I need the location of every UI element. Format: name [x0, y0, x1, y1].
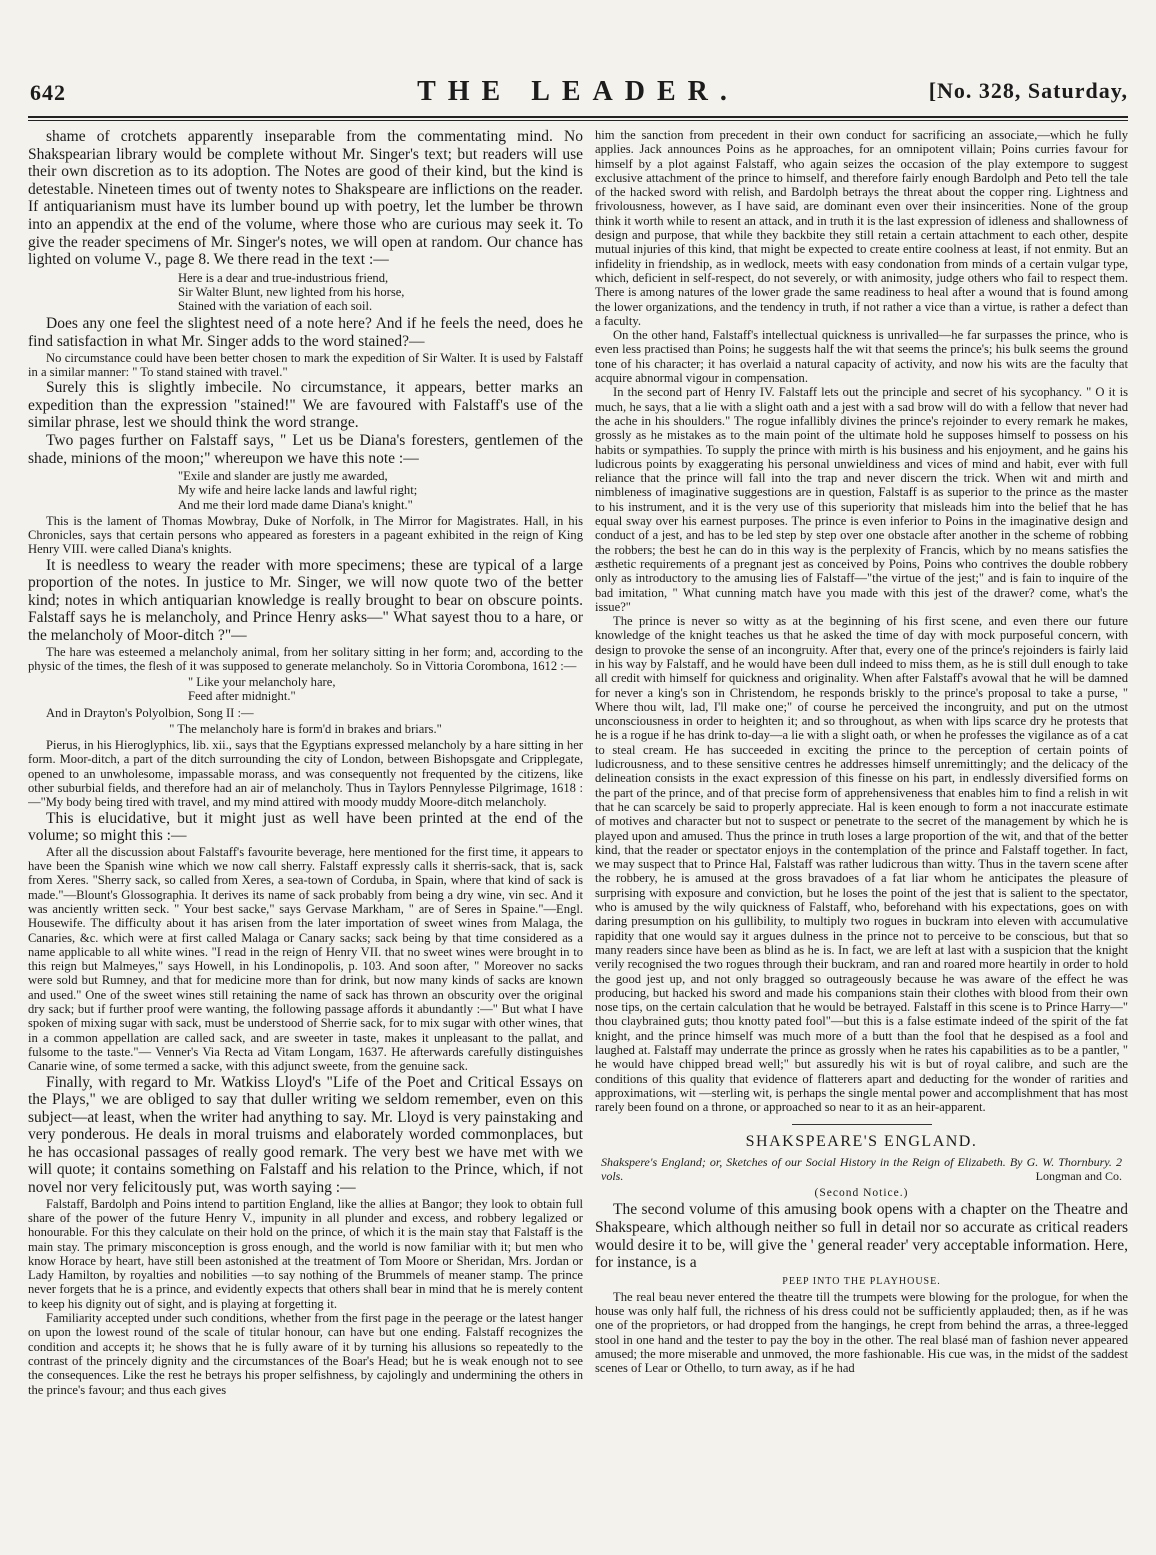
header-rule	[28, 116, 1128, 118]
notice-label: (Second Notice.)	[814, 1187, 909, 1200]
newspaper-page	[28, 76, 1128, 1536]
note: him the sanction from precedent in their own conduct for sacrificing an associate,—which he fully applies. Jack announces Poins as he approaches, for an omnipotent villain; Poins curries favour for himself by a plot against Falstaff, who again seizes the occasion of the play extempore to suggest exclusive attachment of the prince to himself, and therefore fairly enough Bardolph and Peto tell the tale of the hacked sword with relish, and Bardolph betrays the threat about the copper ring. Lightness and frivolousness, however, as I have said, are dominant even over their insincerities. None of the group think it worth while to resent an attack, and in truth it is the last expression of idleness and shallowness of design and purpose, that while they backbite they still retain a certain attachment to each other, despite mutual injuries of this kind, that might be expected to create entire coolness at least, if not enmity. But an infidelity in friendship, as in wedlock, meets with easy condonation from minds of a certain vulgar type, which, deficient in self-respect, do not severely, or with animosity, judge others who fail to respect them. There is among natures of the lower grade the same readiness to heal after a wound that is found among the lower organizations, and the tendency in truth, if not rather a vice than a virtue, is rather a defect than a faculty.	[595, 128, 1128, 328]
verse-line: "Exile and slander are justly me awarded,	[178, 469, 388, 484]
header-rule-thin	[28, 120, 1128, 121]
verse-quote	[28, 469, 583, 512]
paragraph: This is elucidative, but it might just as well have been printed at the end of the volume; so might this :—	[28, 809, 583, 845]
note: The prince is never so witty as at the beginning of his first scene, and even there our future knowledge of the knight teaches us that he asked the time of day with mock purposeful concern, with design to provoke the sense of an incongruity. After that, every one of the prince's rejoinders is fairly laid in his way by Falstaff, and he would have been dull indeed to miss them, as he is still dull enough to take all credit with himself for quickness and originality. When after Falstaff's avowal that he will be damned for never a king's son in Christendom, he responds briskly to the prince's proposal to take a purse, " Where thou wilt, lad, I'll make one;" of course he perceived the incongruity, and put on the utmost unconsciousness in order to heighten it; and so throughout, as when with lips scarce dry he protests that he is a rogue if he has drink to-day—a lie with a slight oath, or when he professes the vigilance as of a cat to steal cream. He has succeeded in exciting the prince to the perception of certain points of ludicrousness, and to these sensitive centres he addresses himself unremittingly; and the delicacy of the delineation consists in the exact expression of this finesse on his part, in endlessly diversified forms on the part of the prince, and of that precise form of apprehensiveness that enables him to find a relish in wit that he can scarcely be said to properly appreciate. Hal is keen enough to form a not inaccurate estimate of motives and character but not to suspect or penetrate to the secret of the management by which he is played upon and amused. Thus the prince in truth loses a large proportion of the wit, and that of the better kind, that the reader or spectator enjoys in the contemplation of the prince and Falstaff together. In fact, we may suspect that to Prince Hal, Falstaff was rather ludicrous than witty. Thus in the tavern scene after the robbery, he is amused at the gross bravadoes of a fat liar whom he anticipates the pleasure of surprising with exposure and conviction, but he loses the point of the jest that is salient to the spectator, who is amused by the wily quickness of Falstaff, who, beforehand with his expectations, goes on with daring presumption on his gullibility, to multiply two rogues in buckram into eleven with accumulative rapidity that one would say it argues dulness in the prince not to perceive to be conscious, but that so many readers since have been as blind as he is. In fact, we are left at last with a suspicion that the knight verily recognised the two rogues through their buckram, and ran and roared more heartily in order to hold the good jest up, and not only bragged so outrageously because he was aware of the effect he was producing, but hacked his sword and made his companions stain their clothes with blood from their own nose tips, on the certain calculation that he would be betrayed. Falstaff in this scene is to Prince Harry—" thou claybrained guts; thou knotty pated fool"—but this is a false estimate indeed of the spirit of the fat knight, and the prince himself was much more of a butt than the fool that he despised as a fool and laughed at. Falstaff may underrate the prince as grossly when he rates his capabilities as to be a pantler, " he would have chipped bread well;" but assuredly his wit is but of royal calibre, and such are the conditions of this quality that evidence of flatterers apart and deducting for the wonder of rarities and approximations, wit —sterling wit, is perhaps the single mental power and accomplishment that has most rarely been found on a throne, or approached so near to it as an heir-apparent.	[595, 614, 1128, 1115]
verse-quote	[28, 675, 583, 703]
note: This is the lament of Thomas Mowbray, Duke of Norfolk, in The Mirror for Magistrates. Hall, in his Chronicles, says that certain persons who appeared as foresters in a pageant exhibited in the reign of King Henry VIII. were called Diana's knights.	[28, 513, 583, 557]
publisher: Longman and Co.	[1035, 1169, 1122, 1184]
right-column	[595, 128, 1128, 1533]
verse-line: And me their lord made dame Diana's knight."	[178, 497, 413, 512]
paragraph: It is needless to weary the reader with more specimens; these are typical of a large proportion of the notes. In justice to Mr. Singer, we will now quote two of the better kind; notes in which antiquarian knowledge is really brought to bear on obscure points. Falstaff says he is melancholy, and Prince Henry asks—" What sayest thou to a hare, or the melancholy of Moor-ditch ?"—	[28, 556, 583, 644]
paragraph: Does any one feel the slightest need of a note here? And if he feels the need, does he find satisfaction in what Mr. Singer adds to the word stained?—	[28, 315, 583, 350]
paragraph: shame of crotchets apparently inseparable from the commentating mind. No Shakspearian library would be complete without Mr. Singer's text; but readers will use their own discretion as to its adoption. The Notes are good of their kind, but the kind is detestable. Nineteen times out of twenty notes to Shakspeare are inflictions on the reader. If antiquarianism must have its lumber bound up with poetry, let the lumber be thrown into an appendix at the end of the volume, where those who are curious may seek it. To give the reader specimens of Mr. Singer's notes, we will open at random. Our chance has lighted on volume V., page 8. We there read in the text :—	[28, 128, 583, 269]
verse-line: Here is a dear and true-industrious friend,	[178, 270, 389, 285]
page-number: 642	[30, 80, 66, 105]
note: Falstaff, Bardolph and Poins intend to partition England, like the allies at Bangor; they look to obtain full share of the power of the future Henry V., impunity in all plunder and excess, and robbery legalized or honourable. For this they calculate on their hold on the prince, of which it is the main stay that Falstaff is the main stay. The primary misconception is gross enough, and the world is now familiar with it; but men who know Horace by heart, have still been astonished at the treatment of Tom Moore or Sheridan, Mrs. Jordan or Lady Hamilton, by royalties and nobilities —to say nothing of the Brummels of meaner stamp. The prince never forgets that he is a prince, and evidently expects that others shall bear in mind that he is merely content to keep his dignity out of sight, and is playing at forgetting it.	[28, 1196, 583, 1311]
verse-line: " The melancholy hare is form'd in brakes and briars."	[169, 721, 442, 736]
verse-line: My wife and heire lacke lands and lawful right;	[178, 483, 418, 498]
issue-number: [No. 328, Saturday,	[928, 78, 1128, 103]
note: The hare was esteemed a melancholy animal, from her solitary sitting in her form; and, according to the physic of the times, the flesh of it was supposed to generate melancholy. So in Vittoria Corombona, 1612 :—	[28, 644, 583, 673]
masthead: THE LEADER.	[417, 76, 739, 107]
paragraph: The second volume of this amusing book opens with a chapter on the Theatre and Shakspeare, which although neither so full in detail nor so accurate as critical readers would desire it to be, will give the ' general reader' very acceptable information. Here, for instance, is a	[595, 1201, 1128, 1272]
citation-text: Shakspere's England; or, Sketches of our Social History in the Reign of Elizabeth. By G. W. Thornbury. 2 vols.	[601, 1155, 1122, 1184]
note: After all the discussion about Falstaff's favourite beverage, here mentioned for the first time, it appears to have been the Spanish wine which we now call sherry. Falstaff expressly calls it sherris-sack, that is, sack from Xeres. "Sherry sack, so called from Xeres, a sea-town of Corduba, in Spain, where that kind of sack is made."—Blount's Glossographia. It derives its name of sack probably from being a dry wine, vin sec. And it was anciently written seck. " Your best sacke," says Gervase Markham, " are of Seres in Spaine."—Engl. Housewife. The difficulty about it has arisen from the later importation of sweet wines from Malaga, the Canaries, &c. which were at first called Malaga or Canary sacks; sack being by that time considered as a name applicable to all white wines. "I read in the reign of Henry VII. that no sweet wines were brought in to this reign but Malmeyes," says Howell, in his Londinopolis, p. 103. And soon after, " Moreover no sacks were sold but Rumney, and that for medicine more than for drink, but now many kinds of sacks are known and used." One of the sweet wines still retaining the name of sack has thrown an obscurity over the original dry sack; but if further proof were wanting, the following passage affords it abundantly :—" But what I have spoken of mixing sugar with sack, must be understood of Sherrie sack, for to mix sugar with other wines, that in a common appellation are called sack, and are sweeter in taste, makes it unpleasant to the pallat, and fulsome to the taste."— Venner's Via Recta ad Vitam Longam, 1637. He afterwards carefully distinguishes Canarie wine, of some termed a sacke, with this adjunct sweete, from the genuine sack.	[28, 844, 583, 1074]
paragraph: Two pages further on Falstaff says, " Let us be Diana's foresters, gentlemen of the shade, minions of the moon;" whereupon we have this note :—	[28, 431, 583, 467]
section-divider	[792, 1124, 932, 1125]
verse-line: Sir Walter Blunt, new lighted from his horse,	[178, 284, 405, 299]
book-citation	[601, 1155, 1122, 1183]
note: Familiarity accepted under such conditions, whether from the first page in the peerage or the latest hanger on upon the lowest round of the scale of titular honour, can have but one ending. Falstaff recognizes the condition and accepts it; he shows that he is fully aware of it by turning his allusions so repeatedly to the contrast of the princely dignity and the circumstances of the Boar's Head; but he is weak enough not to see the consequences. Like the rest he betrays his proper selfishness, by cajolingly and undermining the others in the prince's favour; and thus each gives	[28, 1311, 583, 1397]
paragraph: Surely this is slightly imbecile. No circumstance, it appears, better marks an expedition than the expression "stained!" We are favoured with Falstaff's use of the similar phrase, lest we should think the word strange.	[28, 379, 583, 432]
note: No circumstance could have been better chosen to mark the expedition of Sir Walter. It is used by Falstaff in a similar manner: " To stand stained with travel."	[28, 350, 583, 379]
note: In the second part of Henry IV. Falstaff lets out the principle and secret of his sycophancy. " O it is much, he says, that a lie with a slight oath and a jest with a sad brow will do with a fellow that never had the ache in his shoulders." The rogue infallibly divines the prince's rejoinder to every remark he makes, grossly as he mistakes as to the main point of the ultimate hold he supposes himself to possess on his habits or sympathies. To supply the prince with mirth is his business and his enjoyment, and he gains his ludicrous points by exaggerating his personal unwieldiness and vices of mind and habit, ever with full reliance that the prince will fall into the trap and never discern the trick. When wit and mirth and nimbleness of imaginative suggestions are in question, Falstaff is as superior to the prince as the master to his instrument, and it is the very use of this superiority that misleads him into the belief that he has equal sway over his earnest purposes. The prince is even inferior to Poins in the imaginative design and conduct of a jest, and has to be led step by step over one obstacle after another in the scheme of robbing the robbers; the best he can do in this way is the perplexity of Francis, which by no means satisfies the æsthetic requirements of a pregnant jest as conceived by Poins, Poins who contrives the double robbery only as introductory to the amusing lies of Falstaff—"the virtue of the jest;" and is fain to inquire of the bad imitation, " What cunning match have you made with this jest of the drawer? come, what's the issue?"	[595, 385, 1128, 614]
paragraph: Finally, with regard to Mr. Watkiss Lloyd's "Life of the Poet and Critical Essays on the Plays," we are obliged to say that duller writing we seldom remember, even on this subject—at least, when the writer had anything to say. Mr. Lloyd is very painstaking and very ponderous. He deals in moral truisms and elaborately worded commonplaces, but he has occasional passages of really good remark. The very best we have met with we will quote; it contains something on Falstaff and his relation to the Prince, which, if not novel nor very felicitously put, was worth saying :—	[28, 1073, 583, 1197]
note: Pierus, in his Hieroglyphics, lib. xii., says that the Egyptians expressed melancholy by a hare sitting in her form. Moor-ditch, a part of the ditch surrounding the city of London, between Bishopsgate and Cripplegate, opened to an unwholesome, impassable morass, and was consequently not frequented by the citizens, like other suburbial fields, and therefore had an air of melancholy. Thus in Taylors Pennylesse Pilgrimage, 1618 :—"My body being tired with travel, and my mind attired with moody muddy Moore-ditch melancholy.	[28, 738, 583, 810]
left-column	[28, 128, 583, 1533]
note: And in Drayton's Polyolbion, Song II :—	[46, 705, 254, 720]
subheading: PEEP INTO THE PLAYHOUSE.	[782, 1275, 941, 1287]
verse-line: Feed after midnight."	[188, 689, 296, 704]
page-header	[28, 76, 1128, 116]
note: On the other hand, Falstaff's intellectual quickness is unrivalled—he far surpasses the prince, who is even less practised than Poins; he suggests half the wit that seems the prince's; his bulk seems the ground tone of his character; it has overlaid a natural capacity of activity, and now his wits are the faculty that acquire abnormal vigour in compensation.	[595, 328, 1128, 386]
verse-line: Stained with the variation of each soil.	[178, 299, 373, 314]
section-title: SHAKSPEARE'S ENGLAND.	[745, 1133, 978, 1151]
note: The real beau never entered the theatre till the trumpets were blowing for the prologue, for when the house was only half full, the richness of his dress could not be sufficiently applauded; then, as if he was one of the proprietors, or had dropped from the hangings, he crept from behind the arras, a three-legged stool in one hand and the tester to pay the boy in the other. The real blasé man of fashion never appeared amused; the more miserable and unmoved, the more fashionable. His cue was, in the midst of the saddest scenes of Lear or Othello, to turn away, as if he had	[595, 1289, 1128, 1376]
verse-quote	[28, 271, 583, 314]
verse-line: " Like your melancholy hare,	[188, 675, 336, 690]
